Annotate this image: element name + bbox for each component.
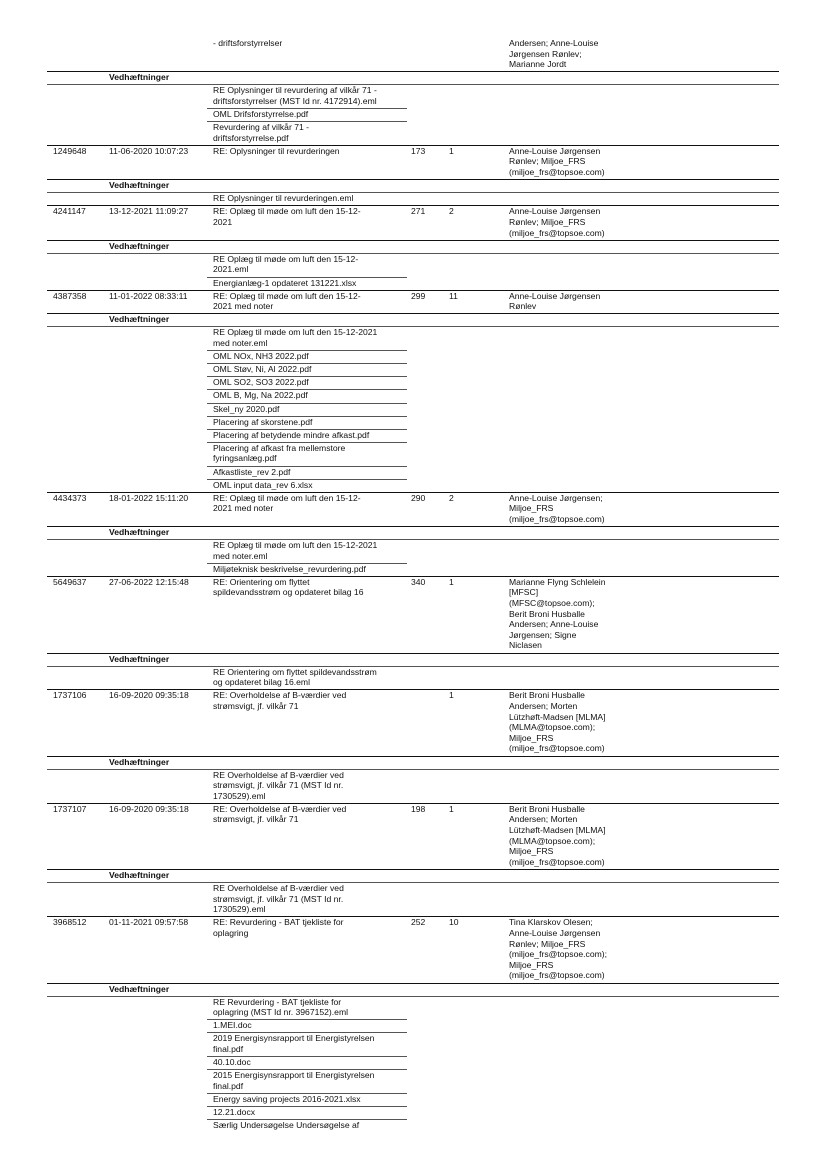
attachment-filename: Revurdering af vilkår 71 - driftsforstyrrelse.pdf	[213, 122, 310, 143]
attachment-item	[0, 1033, 827, 1054]
attachment-filename: RE Oplysninger til revurderingen.eml	[213, 193, 354, 204]
email-subject: - driftsforstyrrelser	[213, 38, 283, 48]
email-subject: RE: Overholdelse af B-værdier ved strømsvigt, jf. vilkår 71	[213, 803, 347, 825]
attachment-item	[0, 254, 827, 275]
attachment-filename: Energy saving projects 2016-2021.xlsx	[213, 1093, 361, 1104]
email-row	[0, 917, 827, 981]
attachment-filename: OML NOx, NH3 2022.pdf	[213, 351, 309, 362]
attachment-item	[0, 1070, 827, 1091]
email-date: 18-01-2022 15:11:20	[109, 492, 189, 503]
email-subject: RE: Oplæg til møde om luft den 15-12- 2021 med noter	[213, 290, 361, 312]
record-number: 299	[411, 290, 426, 301]
attachment-filename: Afkastliste_rev 2.pdf	[213, 466, 291, 477]
email-row-continued	[0, 38, 827, 70]
attachment-item	[0, 770, 827, 802]
attachment-filename: 2019 Energisynsrapport til Energistyrelsen final.pdf	[213, 1033, 375, 1054]
email-subject: RE: Oplysninger til revurderingen	[213, 145, 340, 156]
attachment-count: 1	[449, 690, 454, 701]
attachment-item	[0, 883, 827, 915]
attachment-item	[0, 278, 827, 289]
attachment-filename: Energianlæg-1 opdateret 131221.xlsx	[213, 277, 357, 288]
attachment-filename: RE Overholdelse af B-værdier ved strømsvigt, jf. vilkår 71 (MST Id nr. 1730529).eml	[213, 769, 344, 801]
attachment-item	[0, 377, 827, 388]
record-number: 271	[411, 206, 426, 217]
email-recipients: Anne-Louise Jørgensen Rønlev	[509, 290, 601, 312]
attachment-filename: OML SO2, SO3 2022.pdf	[213, 377, 309, 388]
attachment-filename: RE Oplæg til møde om luft den 15-12-2021 med noter.eml	[213, 327, 378, 348]
email-row	[0, 146, 827, 178]
attachments-label: Vedhæftninger	[109, 870, 170, 880]
attachment-filename: OML B, Mg, Na 2022.pdf	[213, 390, 308, 401]
attachment-item	[0, 467, 827, 478]
attachment-filename: 40.10.doc	[213, 1057, 251, 1068]
email-date: 27-06-2022 12:15:48	[109, 576, 189, 587]
record-number: 252	[411, 917, 426, 928]
document-id: 5649637	[53, 576, 87, 587]
email-recipients: Tina Klarskov Olesen; Anne-Louise Jørgensen Rønlev; Miljoe_FRS (miljoe_frs@topsoe.com); Miljoe_FRS (miljoe_frs@topsoe.com)	[509, 917, 608, 981]
email-row	[0, 690, 827, 754]
email-row	[0, 577, 827, 651]
attachment-filename: Miljøteknisk beskrivelse_revurdering.pdf	[213, 563, 366, 574]
email-row	[0, 493, 827, 525]
attachments-label: Vedhæftninger	[109, 180, 170, 191]
attachment-filename: OML input data_rev 6.xlsx	[213, 479, 313, 490]
email-subject: RE: Oplæg til møde om luft den 15-12- 2021 med noter	[213, 492, 361, 514]
attachment-count: 2	[449, 206, 454, 217]
record-number: 198	[411, 803, 426, 814]
attachment-count: 1	[449, 803, 454, 814]
record-number: 173	[411, 145, 426, 156]
attachment-filename: RE Oplæg til møde om luft den 15-12-2021 med noter.eml	[213, 540, 378, 561]
attachment-filename: Placering af betydende mindre afkast.pdf	[213, 429, 370, 440]
attachment-filename: RE Orientering om flyttet spildevandsstrøm og opdateret bilag 16.eml	[213, 666, 377, 688]
document-id: 1249648	[53, 145, 87, 156]
email-date: 01-11-2021 09:57:58	[109, 917, 189, 928]
document-id: 1737106	[53, 690, 87, 701]
attachment-filename: OML Støv, Ni, Al 2022.pdf	[213, 364, 312, 375]
email-subject: RE: Orientering om flyttet spildevandsstrøm og opdateret bilag 16	[213, 576, 364, 598]
attachments-label: Vedhæftninger	[109, 756, 170, 767]
record-number: 340	[411, 576, 426, 587]
attachment-item	[0, 443, 827, 464]
attachments-label: Vedhæftninger	[109, 527, 170, 537]
attachment-filename: 2015 Energisynsrapport til Energistyrelsen final.pdf	[213, 1070, 375, 1091]
document-id: 3968512	[53, 917, 87, 928]
attachments-label: Vedhæftninger	[109, 314, 170, 325]
email-row	[0, 291, 827, 312]
email-subject: RE: Overholdelse af B-værdier ved strømsvigt, jf. vilkår 71	[213, 690, 347, 711]
attachment-count: 11	[449, 290, 458, 301]
attachment-item	[0, 327, 827, 348]
attachment-item	[0, 667, 827, 688]
email-date: 11-01-2022 08:33:11	[109, 290, 188, 301]
document-id: 4387358	[53, 290, 87, 301]
email-recipients: Anne-Louise Jørgensen Rønlev; Miljoe_FRS (miljoe_frs@topsoe.com)	[509, 145, 605, 178]
attachment-count: 2	[449, 492, 454, 503]
attachment-filename: RE Overholdelse af B-værdier ved strømsvigt, jf. vilkår 71 (MST Id nr. 1730529).eml	[213, 883, 344, 915]
attachments-label: Vedhæftninger	[109, 983, 170, 994]
attachment-item	[0, 480, 827, 491]
document-id: 4434373	[53, 492, 87, 503]
email-recipients: Anne-Louise Jørgensen; Miljoe_FRS (miljoe_frs@topsoe.com)	[509, 492, 605, 524]
email-row	[0, 804, 827, 868]
attachment-filename: Placering af afkast fra mellemstore fyringsanlæg.pdf	[213, 442, 346, 464]
document-id: 1737107	[53, 803, 87, 814]
email-recipients: Anne-Louise Jørgensen Rønlev; Miljoe_FRS (miljoe_frs@topsoe.com)	[509, 206, 605, 238]
attachment-item	[0, 430, 827, 441]
email-recipients: Andersen; Anne-Louise Jørgensen Rønlev; Marianne Jordt	[509, 38, 599, 70]
email-subject: RE: Oplæg til møde om luft den 15-12- 2021	[213, 206, 361, 227]
attachment-count: 10	[449, 917, 459, 928]
attachments-label: Vedhæftninger	[109, 653, 170, 664]
email-recipients: Berit Broni Husballe Andersen; Morten Lützhøft-Madsen [MLMA] (MLMA@topsoe.com); Miljoe_FRS (miljoe_frs@topsoe.com)	[509, 803, 606, 867]
attachment-count: 1	[449, 145, 454, 156]
attachment-item	[0, 997, 827, 1018]
attachment-filename: RE Revurdering - BAT tjekliste for oplagring (MST Id nr. 3967152).eml	[213, 996, 349, 1018]
attachments-label: Vedhæftninger	[109, 240, 170, 251]
attachment-item	[0, 351, 827, 362]
email-date: 13-12-2021 11:09:27	[109, 206, 189, 217]
attachment-item	[0, 364, 827, 375]
attachment-filename: OML Drifsforstyrrelse.pdf	[213, 109, 309, 120]
attachment-item	[0, 109, 827, 120]
attachment-item	[0, 193, 827, 204]
attachment-filename: Skel_ny 2020.pdf	[213, 403, 280, 414]
email-recipients: Berit Broni Husballe Andersen; Morten Lützhøft-Madsen [MLMA] (MLMA@topsoe.com); Miljoe_FRS (miljoe_frs@topsoe.com)	[509, 690, 606, 754]
attachment-item	[0, 1020, 827, 1031]
email-date: 16-09-2020 09:35:18	[109, 690, 189, 701]
email-recipients: Marianne Flyng Schlelein [MFSC] (MFSC@topsoe.com); Berit Broni Husballe Andersen; Anne-Louise Jørgensen; Signe Niclasen	[509, 576, 606, 651]
attachment-item	[0, 85, 827, 106]
attachment-filename: Placering af skorstene.pdf	[213, 416, 313, 427]
email-date: 16-09-2020 09:35:18	[109, 803, 189, 814]
email-subject: RE: Revurdering - BAT tjekliste for oplagring	[213, 917, 344, 938]
attachment-item	[0, 564, 827, 575]
attachment-item	[0, 417, 827, 428]
attachment-filename: Særlig Undersøgelse Undersøgelse af	[213, 1120, 360, 1131]
attachment-item	[0, 1057, 827, 1068]
attachment-item	[0, 390, 827, 401]
attachment-item	[0, 1120, 827, 1131]
attachment-item	[0, 1094, 827, 1105]
email-row	[0, 206, 827, 238]
attachment-count: 1	[449, 576, 454, 587]
attachment-item	[0, 540, 827, 561]
record-number: 290	[411, 492, 426, 503]
attachment-item	[0, 404, 827, 415]
attachments-label: Vedhæftninger	[109, 72, 170, 83]
attachment-item	[0, 122, 827, 143]
email-date: 11-06-2020 10:07:23	[109, 145, 189, 156]
attachment-filename: RE Oplysninger til revurdering af vilkår 71 - driftsforstyrrelser (MST Id nr. 4172914).eml	[213, 85, 377, 106]
attachment-filename: 12.21.docx	[213, 1107, 256, 1117]
document-id: 4241147	[53, 206, 86, 217]
attachment-filename: RE Oplæg til møde om luft den 15-12- 2021.eml	[213, 253, 359, 275]
attachment-filename: 1.MEI.doc	[213, 1020, 252, 1031]
attachment-item	[0, 1107, 827, 1118]
